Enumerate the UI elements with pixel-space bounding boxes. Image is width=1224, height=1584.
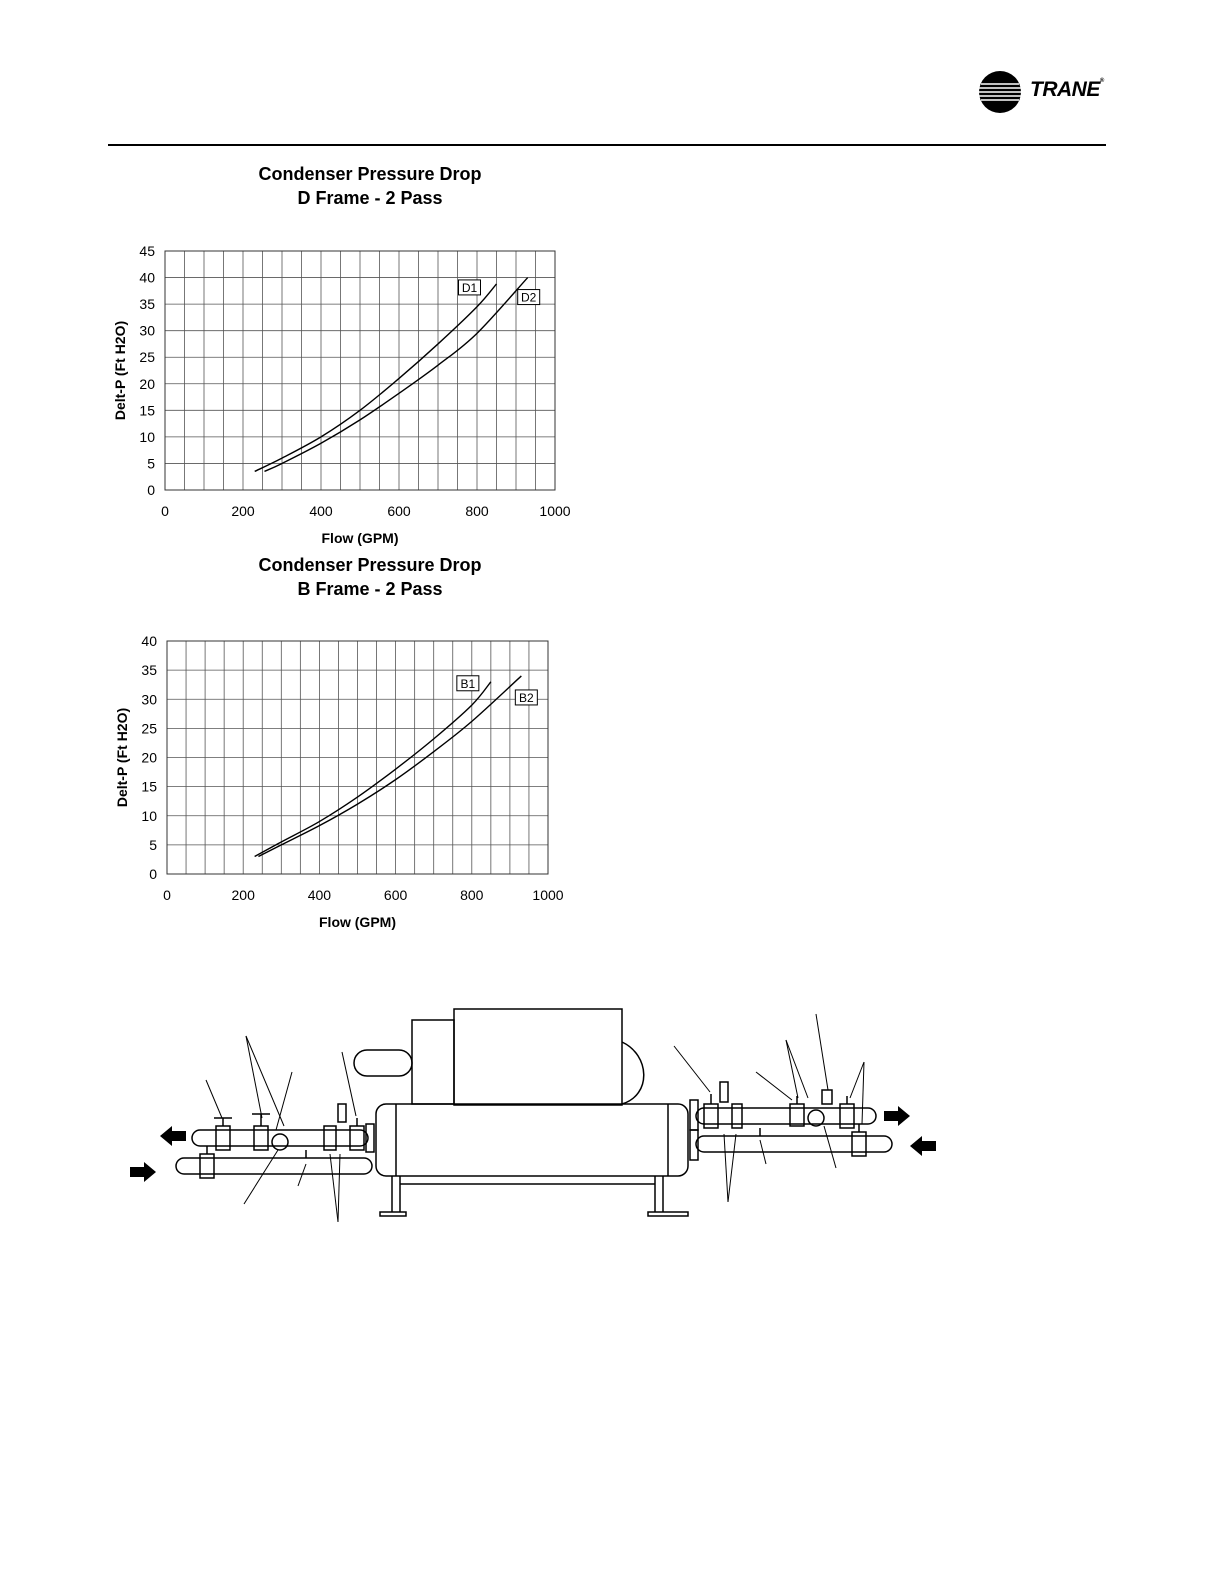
series-label-B1: B1 [460,676,476,691]
y-tick-label: 20 [141,749,157,766]
right-upper-pipe [696,1108,876,1124]
chart-1-title-line2: D Frame - 2 Pass [297,188,443,208]
flow-out-arrow-right [884,1106,910,1126]
y-tick-label: 0 [147,482,155,498]
x-tick-label: 0 [161,503,169,519]
y-tick-label: 5 [147,455,155,472]
y-tick-label: 25 [141,720,157,737]
x-tick-label: 1000 [539,503,571,519]
x-tick-label: 200 [231,503,255,519]
y-tick-label: 20 [139,375,155,392]
x-tick-label: 600 [387,503,411,519]
y-tick-label: 40 [141,633,157,649]
y-tick-label: 30 [141,691,157,708]
y-tick-label: 25 [139,349,155,366]
y-axis-label: Delt-P (Ft H2O) [112,320,128,421]
x-tick-label: 400 [309,503,333,519]
condenser-shell [376,1104,688,1176]
motor-end-cap [412,1020,454,1104]
x-axis-label: Flow (GPM) [319,914,396,930]
motor-dome [622,1042,644,1104]
y-tick-label: 0 [149,866,157,882]
chart-2-title-line2: B Frame - 2 Pass [297,579,443,599]
y-tick-label: 10 [139,428,155,445]
x-tick-label: 400 [307,887,332,903]
x-tick-label: 600 [383,887,408,903]
right-foot [648,1212,688,1216]
x-tick-label: 1000 [532,887,564,903]
flow-out-arrow-left [160,1126,186,1146]
y-tick-label: 15 [141,778,157,795]
series-label-D2: D2 [521,290,537,305]
chart-1-title-line1: Condenser Pressure Drop [258,164,482,184]
left-lower-pipe [176,1158,372,1174]
y-tick-label: 10 [141,807,157,824]
y-tick-label: 35 [141,662,157,679]
motor-housing [454,1009,622,1105]
y-tick-label: 15 [139,402,155,419]
y-tick-label: 30 [139,322,155,339]
x-axis-label: Flow (GPM) [321,530,399,546]
x-tick-label: 800 [465,503,489,519]
chart-2-title-line1: Condenser Pressure Drop [258,555,482,575]
motor-shaft-housing [354,1050,412,1076]
y-tick-label: 40 [139,269,155,286]
x-tick-label: 0 [163,887,171,903]
flow-in-arrow-right [910,1136,936,1156]
left-foot [380,1212,406,1216]
y-axis-label: Delt-P (Ft H2O) [114,707,130,808]
y-tick-label: 5 [149,836,157,853]
brand-name: TRANE® [1030,78,1104,101]
x-tick-label: 200 [231,887,255,903]
y-tick-label: 45 [139,243,155,259]
y-tick-label: 35 [139,296,155,313]
x-tick-label: 800 [460,887,484,903]
flow-in-arrow-left [130,1162,156,1182]
series-label-D1: D1 [461,280,478,295]
left-upper-pipe [192,1130,368,1146]
series-label-B2: B2 [518,690,534,705]
